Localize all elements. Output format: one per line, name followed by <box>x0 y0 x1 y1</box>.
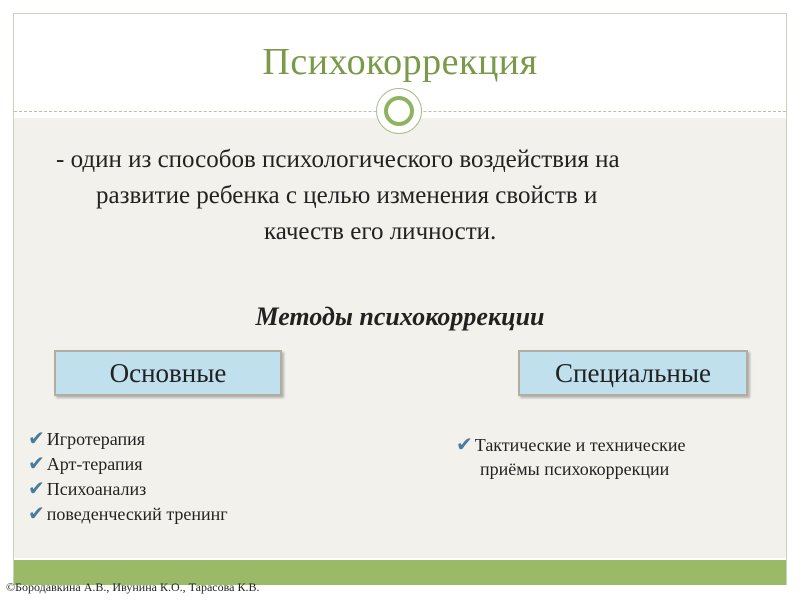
basic-methods-list <box>28 426 228 526</box>
checkmark-icon: ✔ <box>456 432 473 456</box>
list-item <box>28 451 228 476</box>
list-item <box>456 432 686 457</box>
special-methods-box: Специальные <box>518 350 748 396</box>
circle-ornament-inner <box>384 96 414 126</box>
definition-line-2: развитие ребенка с целью изменения свойств и <box>96 182 598 209</box>
list-item <box>28 426 228 451</box>
list-item-label: Психоанализ <box>46 479 147 499</box>
checkmark-icon: ✔ <box>28 501 45 525</box>
special-methods-list <box>456 432 686 482</box>
slide-title: Психокоррекция <box>262 41 538 83</box>
definition-line-3: качеств его личности. <box>264 218 497 245</box>
checkmark-icon: ✔ <box>28 476 45 500</box>
checkmark-icon: ✔ <box>28 426 45 450</box>
list-item <box>28 501 228 526</box>
list-item-label: приёмы психокоррекции <box>480 459 670 479</box>
list-item-label: поведенческий тренинг <box>46 504 228 524</box>
list-item <box>28 476 228 501</box>
copyright-footer: ©Бородавкина А.В., Ивунина К.О., Тарасова К.В. <box>6 580 260 594</box>
definition-text <box>56 142 756 250</box>
list-item-label: Арт-терапия <box>46 454 143 474</box>
list-item-label: Тактические и технические <box>474 435 686 455</box>
basic-methods-box: Основные <box>54 350 282 396</box>
definition-line-1: - один из способов психологического воздействия на <box>56 146 620 173</box>
methods-heading: Методы психокоррекции <box>255 302 545 331</box>
checkmark-icon: ✔ <box>28 451 45 475</box>
list-item-continuation <box>456 457 686 482</box>
list-item-label: Игротерапия <box>46 429 146 449</box>
